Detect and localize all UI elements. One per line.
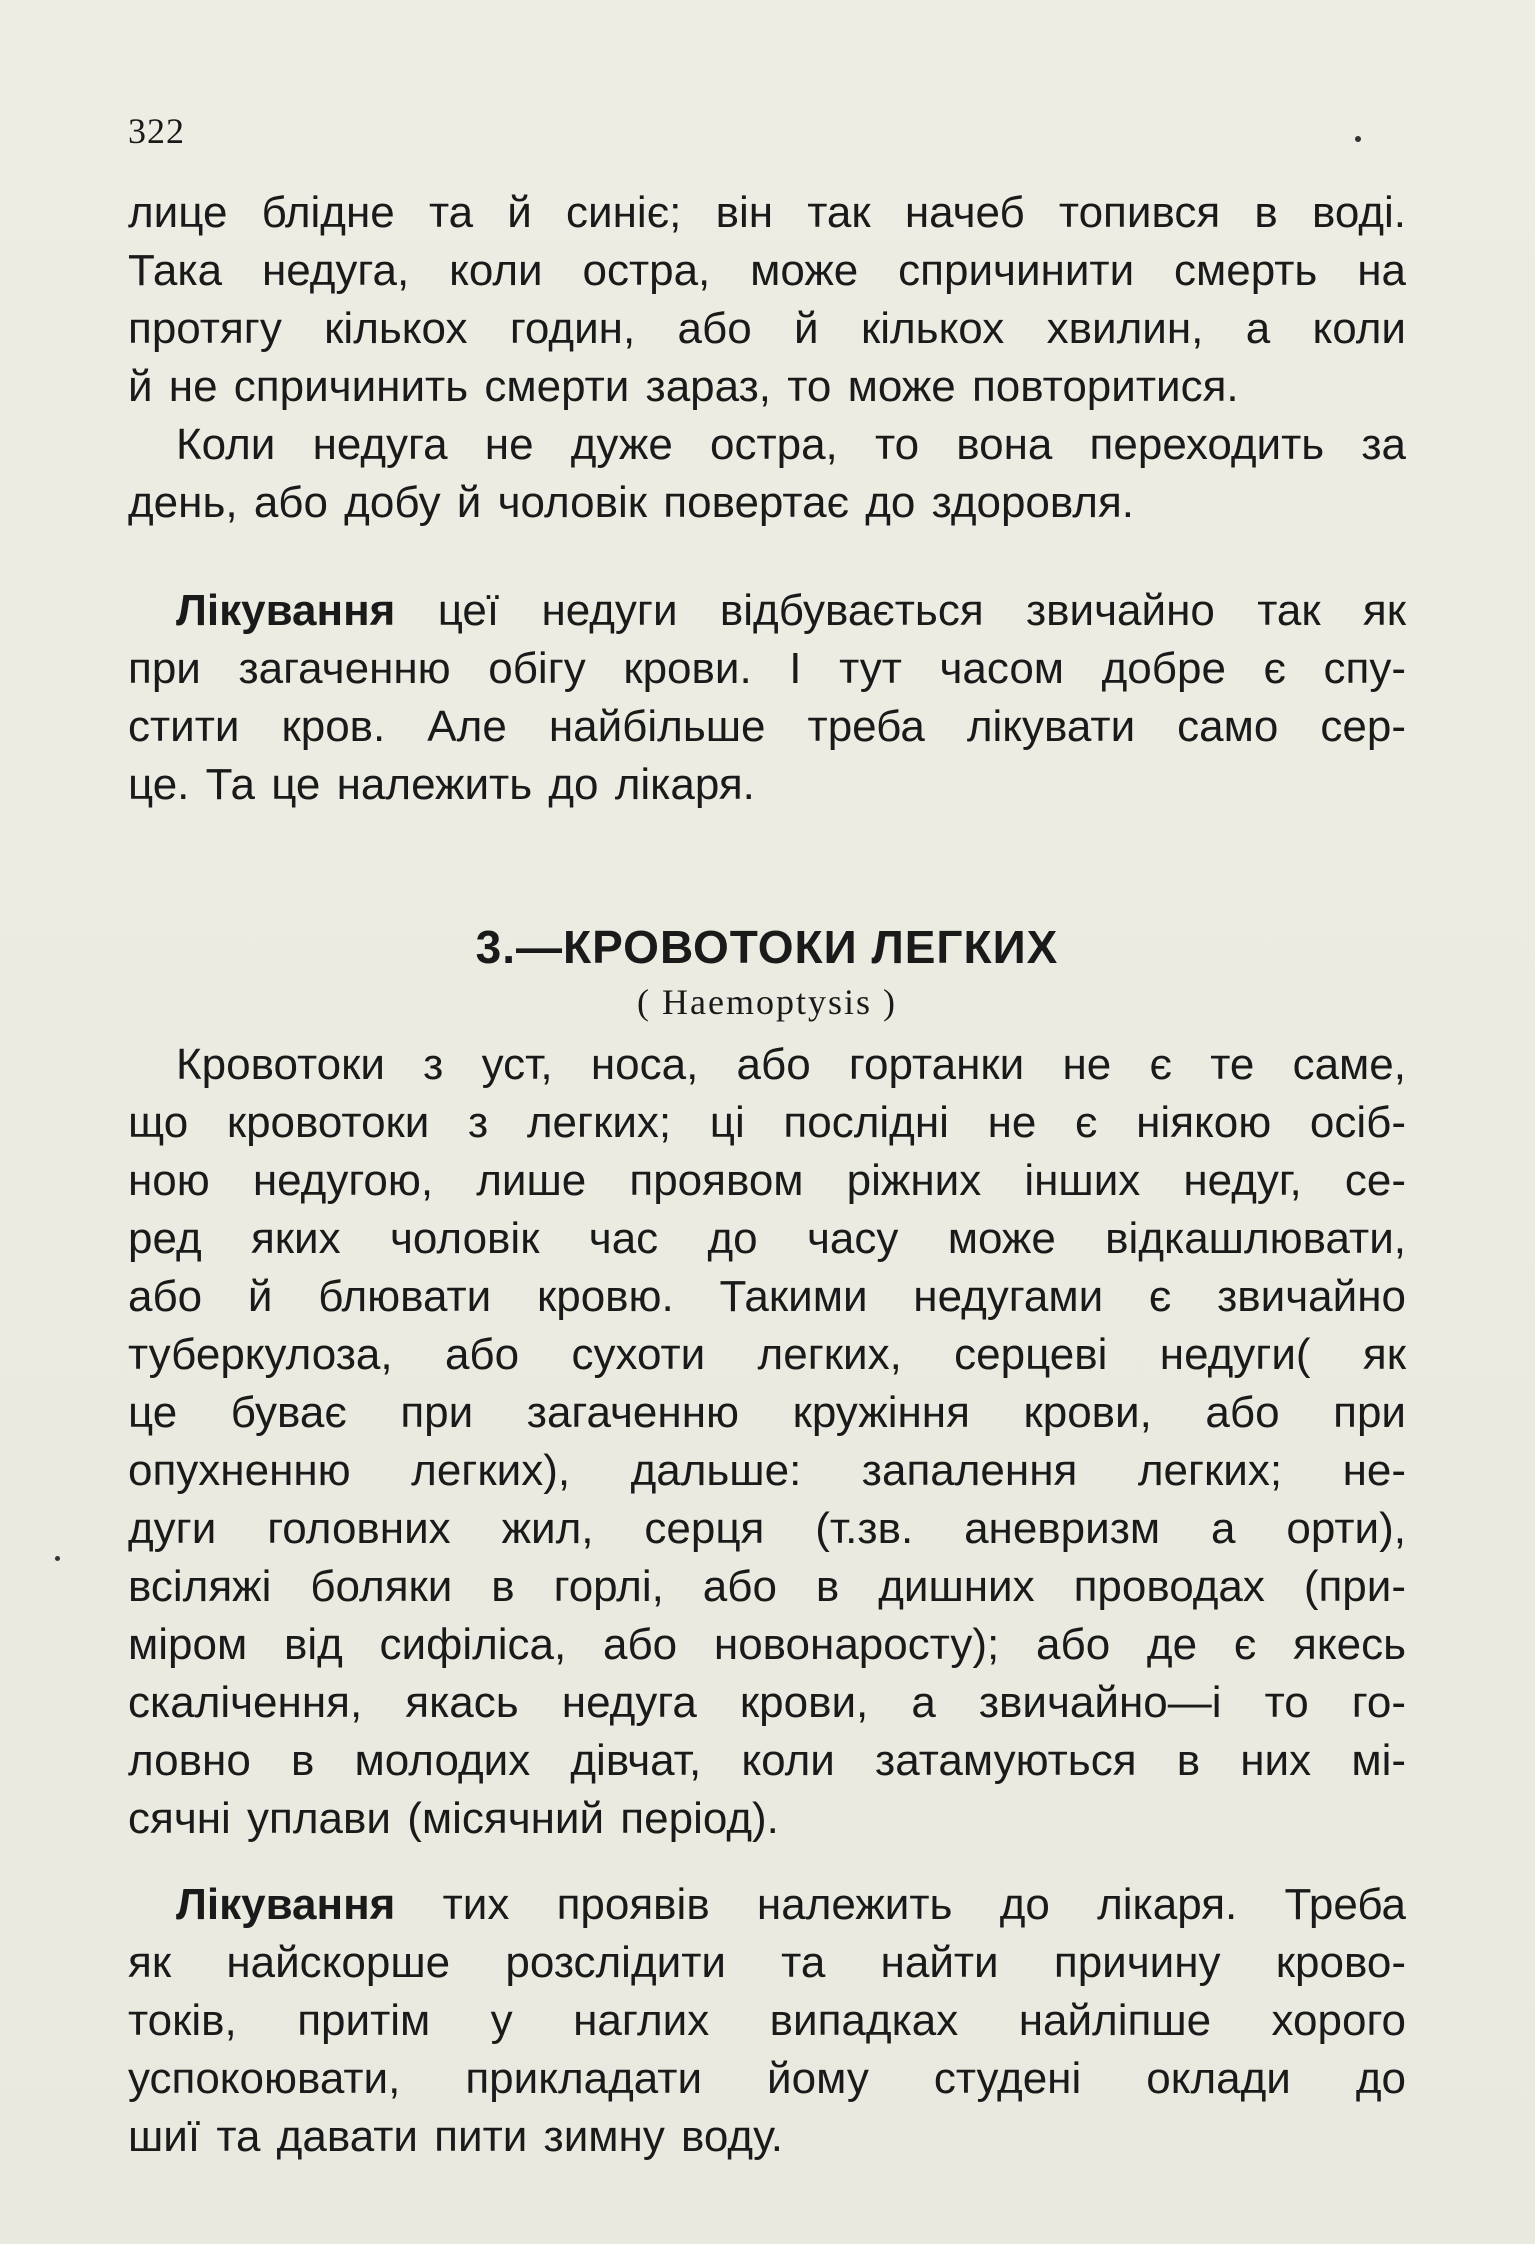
text-line: день, або добу й чоловік повертає до здоровля. bbox=[128, 478, 1134, 527]
treatment-paragraph bbox=[128, 582, 1406, 814]
text-line: токів, притім у наглих випадках найліпше хорого bbox=[128, 1996, 1406, 2045]
text-line: протягу кількох годин, або й кількох хвилин, а коли bbox=[128, 304, 1406, 353]
text-line bbox=[128, 582, 1406, 640]
text-line: Така недуга, коли остра, може спричинити смерть на bbox=[128, 246, 1406, 295]
text-line: опухненню легких), дальше: запалення легких; не- bbox=[128, 1446, 1406, 1495]
text-line: скалічення, якась недуга крови, а звичайно—і то го- bbox=[128, 1678, 1406, 1727]
text-fragment: цеї недуги відбувається звичайно так як bbox=[395, 586, 1406, 635]
text-line: й не спричинить смерти зараз, то може повторитися. bbox=[128, 362, 1239, 411]
text-line: міром від сифіліса, або новонаросту); або де є якесь bbox=[128, 1620, 1406, 1669]
text-line: при загаченню обігу крови. І тут часом добре є спу- bbox=[128, 644, 1406, 693]
text-line: або й блювати кровю. Такими недугами є звичайно bbox=[128, 1272, 1406, 1321]
text-line bbox=[128, 1876, 1406, 1934]
text-line: ловно в молодих дівчат, коли затамуються в них мі- bbox=[128, 1736, 1406, 1785]
paragraph bbox=[128, 1036, 1406, 1848]
text-line: лице блідне та й синіє; він так начеб топився в воді. bbox=[128, 188, 1406, 237]
paragraph-continuation bbox=[128, 184, 1406, 416]
text-line: Коли недуга не дуже остра, то вона переходить за bbox=[176, 420, 1406, 469]
page-number: 322 bbox=[128, 111, 185, 151]
print-speck bbox=[55, 1556, 60, 1561]
text-line: Кровотоки з уст, носа, або гортанки не є те саме, bbox=[176, 1040, 1406, 1089]
text-line: туберкулоза, або сухоти легких, серцеві недуги( як bbox=[128, 1330, 1406, 1379]
text-line: ред яких чоловік час до часу може відкашлювати, bbox=[128, 1214, 1406, 1263]
text-line: це. Та це належить до лікаря. bbox=[128, 760, 755, 809]
text-line: успокоювати, прикладати йому студені оклади до bbox=[128, 2054, 1406, 2103]
section-heading: 3.—КРОВОТОКИ ЛЕГКИХ bbox=[475, 921, 1059, 973]
section-subheading: ( Haemoptysis ) bbox=[637, 982, 897, 1022]
text-line: стити кров. Але найбільше треба лікувати само сер- bbox=[128, 702, 1406, 751]
text-line: всіляжі боляки в горлі, або в дишних проводах (при- bbox=[128, 1562, 1406, 1611]
text-line: дуги головних жил, серця (т.зв. аневризм а орти), bbox=[128, 1504, 1406, 1553]
text-line: як найскорше розслідити та найти причину крово- bbox=[128, 1938, 1406, 1987]
text-line: це буває при загаченню кружіння крови, або при bbox=[128, 1388, 1406, 1437]
paragraph bbox=[128, 416, 1406, 532]
text-line: сячні уплави (місячний період). bbox=[128, 1794, 779, 1843]
treatment-term: Лікування bbox=[176, 1880, 396, 1929]
text-fragment: тих проявів належить до лікаря. Треба bbox=[395, 1880, 1406, 1929]
text-line: що кровотоки з легких; ці послідні не є ніякою осіб- bbox=[128, 1098, 1406, 1147]
text-line: шиї та давати пити зимну воду. bbox=[128, 2112, 783, 2161]
treatment-term: Лікування bbox=[176, 586, 396, 635]
text-line: ною недугою, лише проявом ріжних інших недуг, се- bbox=[128, 1156, 1406, 1205]
print-speck bbox=[1355, 136, 1361, 142]
treatment-paragraph bbox=[128, 1876, 1406, 2166]
